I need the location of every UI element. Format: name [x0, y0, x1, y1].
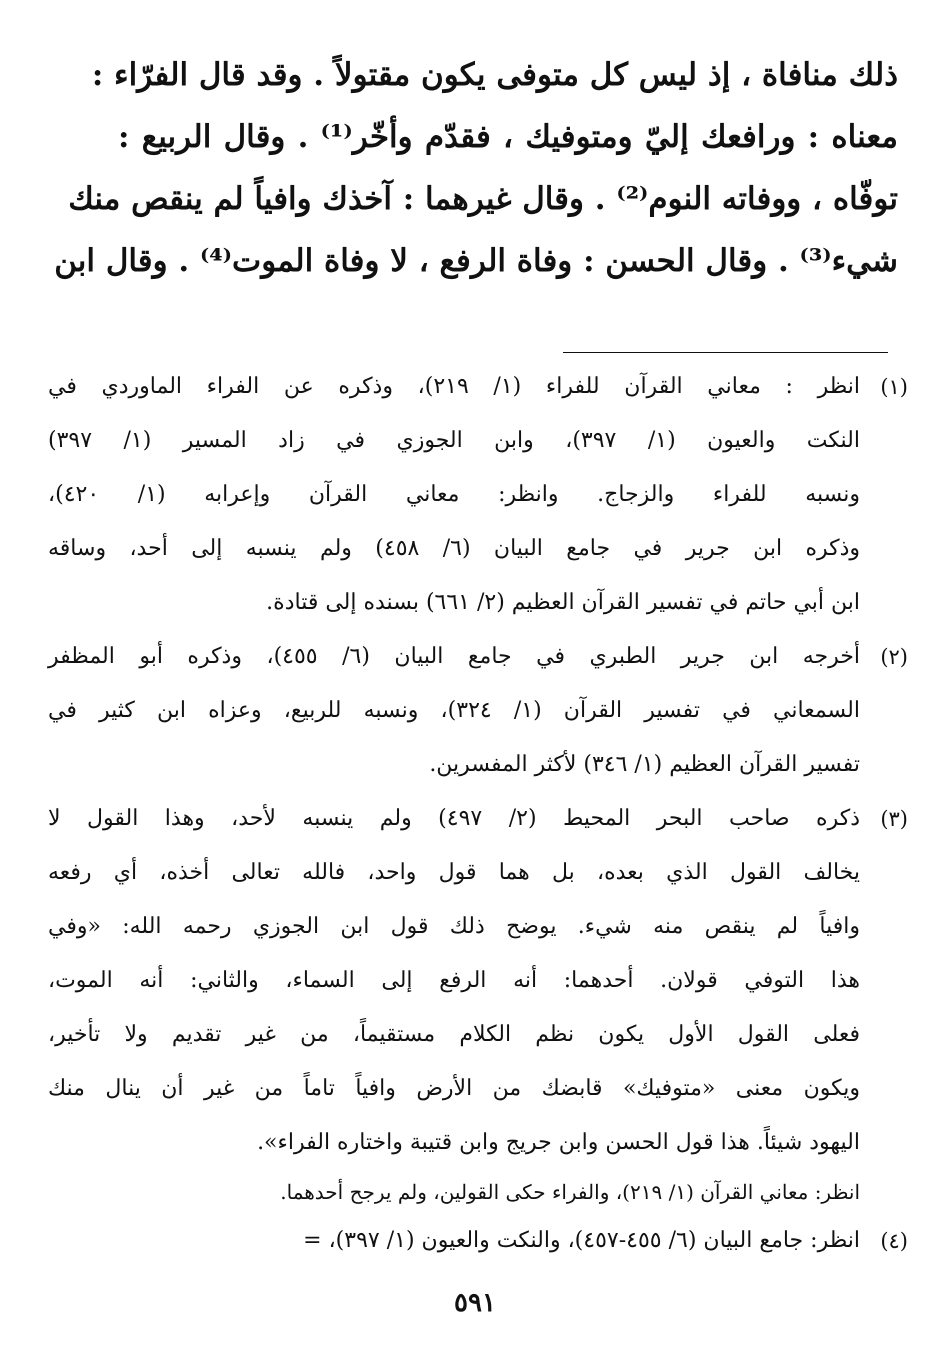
footnote-line: تفسير القرآن العظيم (١/ ٣٤٦) لأكثر المفسرين.: [429, 752, 860, 777]
footnote-line: وافياً لم ينقص منه شيء. يوضح ذلك قول ابن الجوزي رحمه الله: «وفي: [48, 914, 860, 939]
footnotes-section: [48, 360, 908, 1268]
footnote-number: (١): [880, 375, 908, 399]
footnote-1: [48, 360, 908, 630]
footnote-number: (٣): [880, 807, 908, 831]
main-text-block: [54, 44, 898, 292]
footnote-line: اليهود شيئاً. هذا قول الحسن وابن جريج وابن قتيبة واختاره الفراء».: [257, 1130, 860, 1155]
footnote-extra-line: انظر: معاني القرآن (١/ ٢١٩)، والفراء حكى القولين، ولم يرجح أحدهما.: [280, 1180, 860, 1204]
main-text-line: معناه : ورافعك إليّ ومتوفيك ، فقدّم وأخّر⁽¹⁾ . وقال الربيع :: [118, 119, 898, 155]
footnote-line: وذكره ابن جرير في جامع البيان (٦/ ٤٥٨) ولم ينسبه إلى أحد، وساقه: [48, 536, 860, 561]
footnote-line: ابن أبي حاتم في تفسير القرآن العظيم (٢/ ٦٦١) بسنده إلى قتادة.: [266, 590, 860, 615]
footnote-line: هذا التوفي قولان. أحدهما: أنه الرفع إلى السماء، والثاني: أنه الموت،: [48, 968, 860, 993]
footnote-line: يخالف القول الذي بعده، بل هما قول واحد، فالله تعالى أخذه، أي رفعه: [48, 860, 860, 885]
footnote-line: انظر : معاني القرآن للفراء (١/ ٢١٩)، وذكره عن الفراء الماوردي في: [48, 374, 861, 399]
footnote-number: (٤): [880, 1229, 908, 1253]
footnote-line: ويكون معنى «متوفيك» قابضك من الأرض وافياً تاماً من غير أن ينال منك: [48, 1076, 860, 1101]
main-text-line: شيء⁽³⁾ . وقال الحسن : وفاة الرفع ، لا وفاة الموت⁽⁴⁾ . وقال ابن: [54, 243, 898, 279]
main-text-line: ذلك منافاة ، إذ ليس كل متوفى يكون مقتولاً . وقد قال الفرّاء :: [91, 57, 898, 93]
page-number: ٥٩١: [454, 1288, 496, 1318]
main-text-line: توفّاه ، ووفاته النوم⁽²⁾ . وقال غيرهما : آخذك وافياً لم ينقص منك: [68, 181, 898, 217]
footnote-line: انظر: جامع البيان (٦/ ٤٥٥-٤٥٧)، والنكت والعيون (١/ ٣٩٧)، =: [303, 1228, 860, 1253]
footnote-3: [48, 792, 908, 1214]
footnote-4: [48, 1214, 908, 1268]
footnote-line: ونسبه للفراء والزجاج. وانظر: معاني القرآن وإعرابه (١/ ٤٢٠)،: [48, 482, 861, 507]
footnote-line: السمعاني في تفسير القرآن (١/ ٣٢٤)، ونسبه للربيع، وعزاه ابن كثير في: [48, 698, 860, 723]
footnote-separator: [563, 352, 888, 353]
footnote-line: فعلى القول الأول يكون نظم الكلام مستقيماً، من غير تقديم ولا تأخير،: [48, 1022, 860, 1047]
footnote-line: ذكره صاحب البحر المحيط (٢/ ٤٩٧) ولم ينسبه لأحد، وهذا القول لا: [48, 806, 860, 831]
footnote-number: (٢): [880, 645, 908, 669]
footnote-line: أخرجه ابن جرير الطبري في جامع البيان (٦/ ٤٥٥)، وذكره أبو المظفر: [48, 644, 861, 669]
footnote-2: [48, 630, 908, 792]
footnote-line: النكت والعيون (١/ ٣٩٧)، وابن الجوزي في زاد المسير (١/ ٣٩٧): [48, 428, 860, 453]
